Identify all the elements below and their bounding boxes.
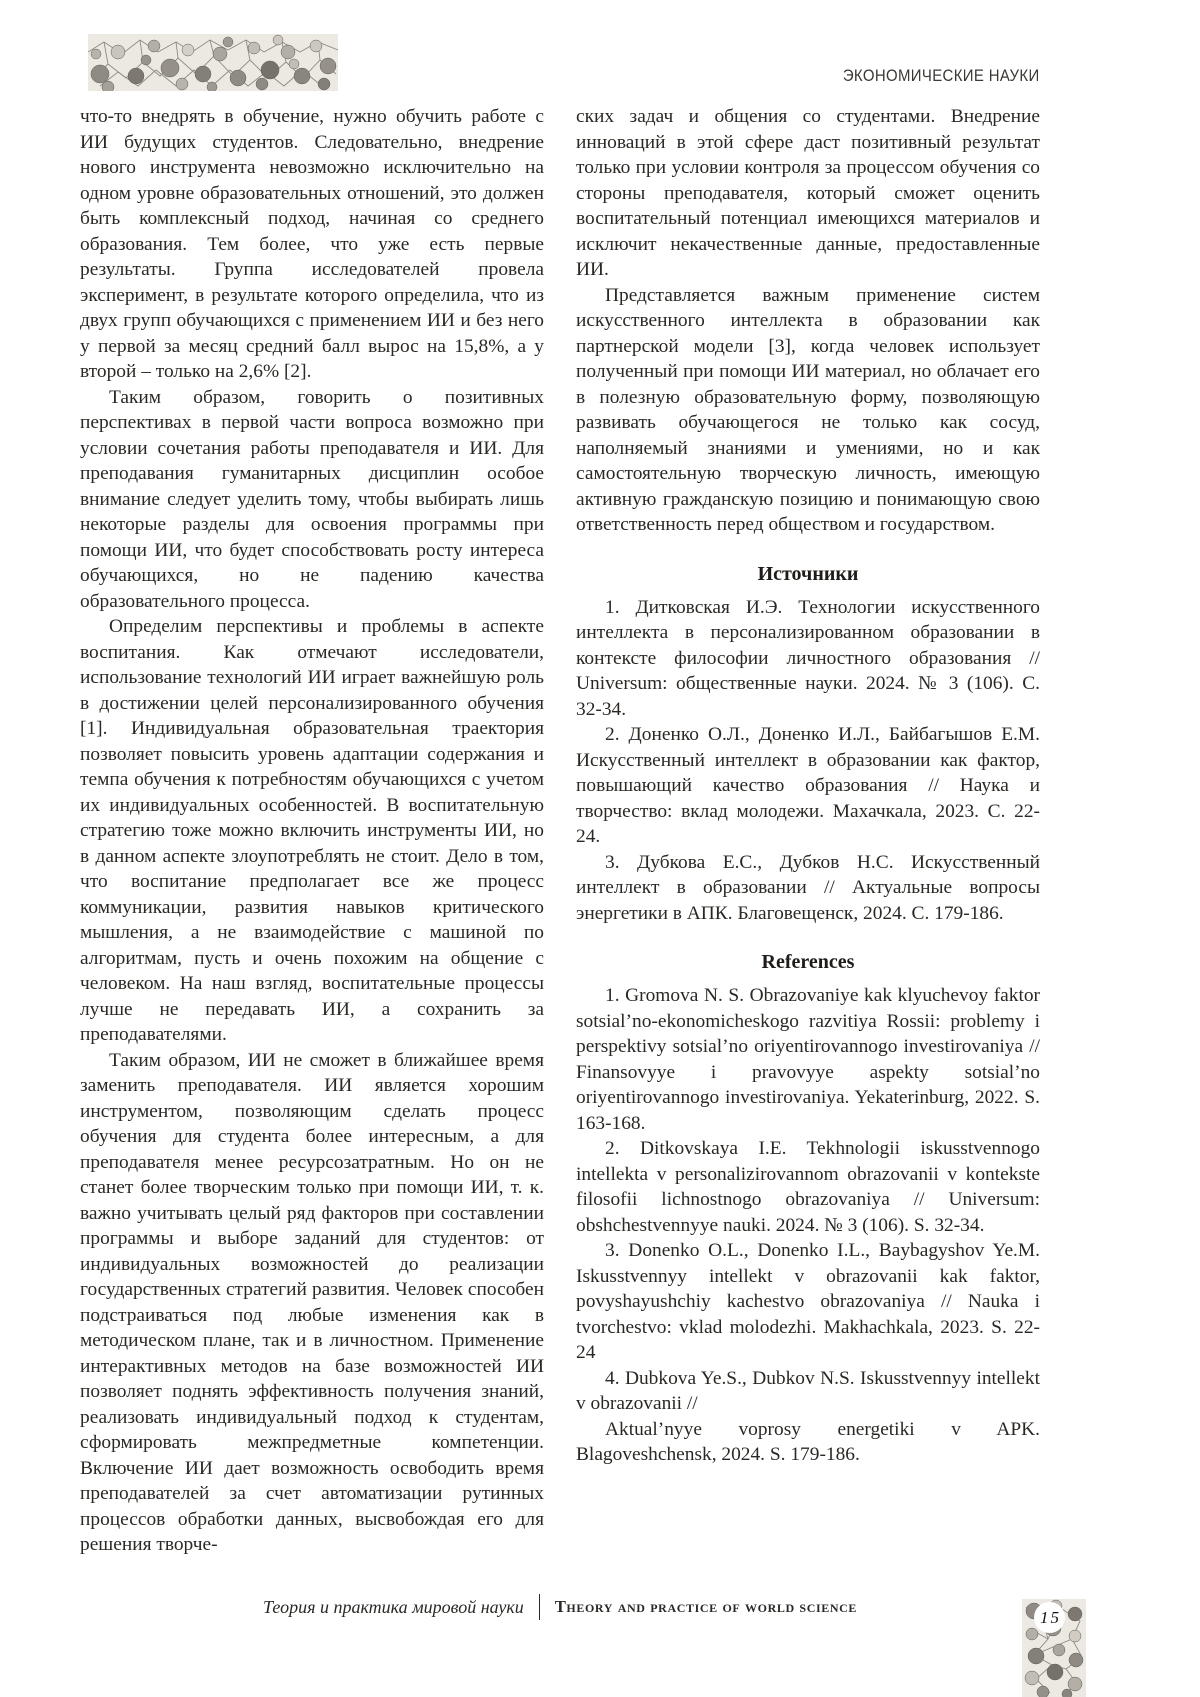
body-paragraph: Таким образом, ИИ не сможет в ближайшее время заменить преподавателя. ИИ является хорошим инструментом, позволяющим сделать процесс обучения для студента более интересным, а для преподавателя менее ресурсозатратным. Но он не станет более творческим только при помощи ИИ, т. к. важно учитывать целый ряд факторов при составлении программы и выборе заданий для студентов: от индивидуальных возможностей до реализации государственных стратегий развития. Человек способен подстраиваться под любые изменения как в методическом плане, так и в личностном. Применение интерактивных методов на базе возможностей ИИ позволяет поднять эффективность получения знаний, реализовать индивидуальный подход к студентам, сформировать межпредметные компетенции. Включение ИИ дает возможность освободить время преподавателей за счет автоматизации рутинных процессов обработки данных, высвобождая его для решения творче- [80,1049,544,1555]
reference-item: 2. Ditkovskaya I.E. Tekhnologii iskusstvennogo intellekta v personalizirovannom obrazovanii v kontekste filosofii lichnostnogo obrazovaniya // Universum: obshchestvennyye nauki. 2024. № 3 (106). S. 32-34. [576,1138,1040,1236]
source-item: 2. Доненко О.Л., Доненко И.Л., Байбагышов Е.М. Искусственный интеллект в образовании как фактор, повышающий качество образования // Наука и творчество: вклад молодежи. Махачкала, 2023. С. 22-24. [576,724,1040,847]
body-paragraph: Определим перспективы и проблемы в аспекте воспитания. Как отмечают исследователи, использование технологий ИИ играет важнейшую роль в достижении целей персонализированного обучения [1]. Индивидуальная образовательная траектория позволяет повысить уровень адаптации содержания и темпа обучения к потребностям обучающихся с учетом их индивидуальных особенностей. В воспитательную стратегию тоже можно включить инструменты ИИ, но в данном аспекте злоупотреблять не стоит. Дело в том, что воспитание предполагает все же процесс коммуникации, развития навыков критического мышления, а не взаимодействие с машиной по алгоритмам, пусть и очень похожим на общение с человеком. На наш взгляд, воспитательные процессы лучше не передавать ИИ, а сохранить за преподавателями. [80,616,544,1045]
page-header [80,34,1040,92]
reference-item: Aktual’nyye voprosy energetiki v APK. Blagoveshchensk, 2024. S. 179-186. [576,1418,1040,1465]
source-item: 3. Дубкова Е.С., Дубков Н.С. Искусственный интеллект в образовании // Актуальные вопросы энергетики в АПК. Благовещенск, 2024. С. 179-186. [576,851,1040,924]
journal-title-ru: Теория и практика мировой науки [263,1596,524,1617]
body-paragraph: ских задач и общения со студентами. Внедрение инноваций в этой сфере даст позитивный результат только при условии контроля за процессом обучения со стороны преподавателя, который сможет оценить воспитательный потенциал имеющихся материалов и исключит некачественные данные, предоставленные ИИ. [576,106,1040,280]
section-heading: ЭКОНОМИЧЕСКИЕ НАУКИ [843,66,1040,85]
page-number: 15 [1040,1607,1061,1627]
reference-item: 3. Donenko O.L., Donenko I.L., Baybagyshov Ye.M. Iskusstvennyy intellekt v obrazovanii kak faktor, povyshayushchiy kachestvo obrazovaniya // Nauka i tvorchestvo: vklad molodezhi. Makhachkala, 2023. S. 22-24 [576,1240,1040,1363]
footer-decoration-image [1022,1599,1086,1697]
reference-item: 4. Dubkova Ye.S., Dubkov N.S. Iskusstvennyy intellekt v obrazovanii // [576,1367,1040,1414]
body-paragraph: что-то внедрять в обучение, нужно обучить работе с ИИ будущих студентов. Следовательно, внедрение нового инструмента невозможно исключительно на одном уровне образовательных отношений, это должен быть комплексный подход, начиная со среднего образования. Тем более, что уже есть первые результаты. Группа исследователей провела эксперимент, в результате которого определила, что из двух групп обучающихся с применением ИИ и без него у первой за месяц средний балл вырос на 15,8%, а у второй – только на 2,6% [2]. [80,106,544,382]
sources-heading: Источники [757,562,859,585]
molecule-pattern-graphic [88,34,338,91]
source-item: 1. Дитковская И.Э. Технологии искусственного интеллекта в персонализированном образовании в контексте философии личностного образования // Universum: общественные науки. 2024. № 3 (106). С. 32-34. [576,596,1040,720]
footer-divider [539,1594,540,1620]
body-paragraph: Представляется важным применение систем искусственного интеллекта в образовании как партнерской модели [3], когда человек использует полученный при помощи ИИ материал, но облачает его в полезную образовательную форму, позволяющую развивать обучающегося не только как сосуд, наполняемый знаниями и умениями, но и как самостоятельную творческую личность, имеющую активную гражданскую позицию и понимающую свою ответственность перед обществом и государством. [576,284,1040,535]
references-heading: References [761,951,855,973]
body-paragraph: Таким образом, говорить о позитивных перспективах в первой части вопроса возможно при условии сочетания работы преподавателя и ИИ. Для преподавания гуманитарных дисциплин особое внимание следует уделить тому, чтобы выбирать лишь некоторые разделы для освоения программы при помощи ИИ, что будет способствовать росту интереса обучающихся, но не падению качества образовательного процесса. [80,386,544,612]
right-column [576,104,1040,1558]
left-column [80,104,544,1558]
journal-title-en: Theory and practice of world science [554,1597,857,1616]
page-footer [80,1594,1040,1620]
header-decoration-image [88,34,338,91]
page-body [80,104,1040,1558]
reference-item: 1. Gromova N. S. Obrazovaniye kak klyuchevoy faktor sotsial’no-ekonomicheskogo razvitiya Rossii: problemy i perspektivy sotsial’no oriyentirovannogo investirovaniya // Finansovyye i pravovyye aspekty sotsial’no oriyentirovannogo investirovaniya. Yekaterinburg, 2022. S. 163-168. [576,985,1040,1134]
page-number-badge [1034,1602,1065,1633]
